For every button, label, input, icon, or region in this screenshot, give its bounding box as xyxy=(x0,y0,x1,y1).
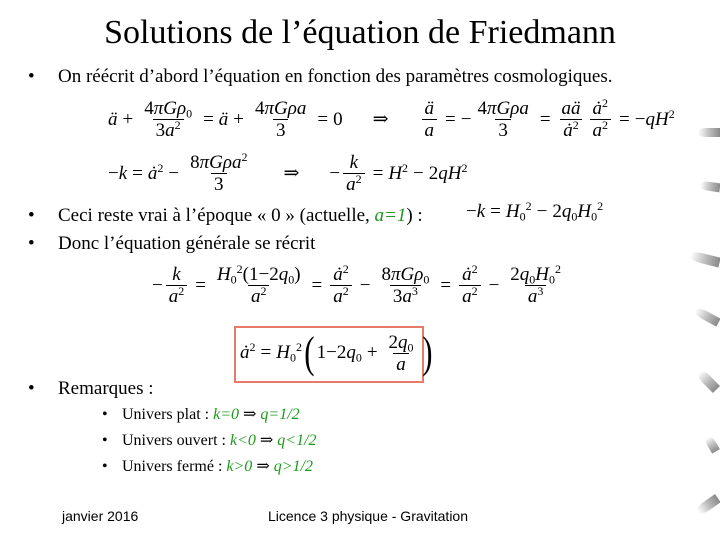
remark-open xyxy=(102,431,317,451)
remark-result: q<1/2 xyxy=(277,432,317,449)
implies-symbol: ⇒ xyxy=(259,432,274,449)
decorative-swoosh xyxy=(696,369,720,393)
bullet-remarks xyxy=(28,378,154,400)
sub-bullet-dot: • xyxy=(102,432,108,449)
equation-friedmann-rewrite: ä + $\frac{4\pi G\rho_0}{3a^2}$ = ä + $\frac{\text{4πGρa}}{3}$ = 0 ⇒ $\frac{ä}{a}$ = − $\frac{\text{4πGρa}}{3}$ = $\frac{aä}{ȧ^2}$ $\frac{ȧ^2}{a^2}$ = $-qH^2$ xyxy=(108,95,675,141)
bullet-text-prefix: Ceci reste vrai à l’époque « 0 » (actuelle, xyxy=(58,205,375,226)
implies-symbol: ⇒ xyxy=(256,458,270,475)
equation-general: − $\frac{k}{a^2}$ = $\frac{H_0^2(1-2q_0)}{a^2}$ = $\frac{ȧ^2}{a^2}$ − $\frac{8\pi G\rho_0}{3a^3}$ = $\frac{ȧ^2}{a^2}$ − $\frac{2q_0H_0^2}{a^3}$ xyxy=(152,261,562,307)
bullet-text: Remarques : xyxy=(58,378,154,399)
decorative-swoosh xyxy=(699,181,720,193)
sub-bullet-dot: • xyxy=(102,458,108,475)
decorative-swoosh xyxy=(698,128,720,137)
implies-symbol: ⇒ xyxy=(372,109,389,130)
equation-curvature: −k = $ȧ^2$ − $\frac{8\pi G\rho a^2}{3}$ ⇒ − $\frac{k}{a^2}$ = $H^2$ − $2qH^2$ xyxy=(108,149,468,195)
remark-label: Univers ouvert : xyxy=(122,432,226,449)
bullet-dot: • xyxy=(28,66,35,87)
bullet-rewrite xyxy=(28,66,613,88)
remark-condition: k<0 xyxy=(229,432,256,449)
remark-result: q=1/2 xyxy=(260,406,300,423)
implies-symbol: ⇒ xyxy=(283,163,300,184)
bullet-text: On réécrit d’abord l’équation en fonction des paramètres cosmologiques. xyxy=(58,66,613,87)
bullet-dot: • xyxy=(28,233,35,254)
decorative-swoosh xyxy=(695,494,720,516)
decorative-swoosh xyxy=(693,306,720,326)
bullet-present-epoch xyxy=(28,205,423,227)
bullet-dot: • xyxy=(28,378,35,399)
bullet-text-green: a=1 xyxy=(374,205,407,226)
remark-condition: k>0 xyxy=(226,458,253,475)
footer-date: janvier 2016 xyxy=(62,508,139,524)
bullet-text-suffix: ) : xyxy=(406,205,423,226)
implies-symbol: ⇒ xyxy=(243,406,257,423)
footer-course: Licence 3 physique - Gravitation xyxy=(268,508,468,524)
bullet-general xyxy=(28,233,315,255)
bullet-dot: • xyxy=(28,205,35,226)
remark-result: q>1/2 xyxy=(273,458,313,475)
equation-result: $ȧ^2$ = $H_0^2$ ( $1-2q_0$ + $\frac{2q_0}{a}$ ) xyxy=(240,328,433,377)
decorative-swoosh xyxy=(689,251,720,268)
remark-condition: k=0 xyxy=(213,406,239,423)
remark-flat xyxy=(102,405,300,425)
remark-closed xyxy=(102,457,313,477)
remark-label: Univers plat : xyxy=(122,406,210,423)
decorative-swoosh xyxy=(704,435,720,453)
equation-present-curvature: −k = $H_0^2$ − $2q_0H_0^2$ xyxy=(466,198,604,224)
slide-title: Solutions de l’équation de Friedmann xyxy=(104,14,616,51)
bullet-text: Donc l’équation générale se récrit xyxy=(58,233,316,254)
remark-label: Univers fermé : xyxy=(122,458,223,475)
sub-bullet-dot: • xyxy=(102,406,108,423)
